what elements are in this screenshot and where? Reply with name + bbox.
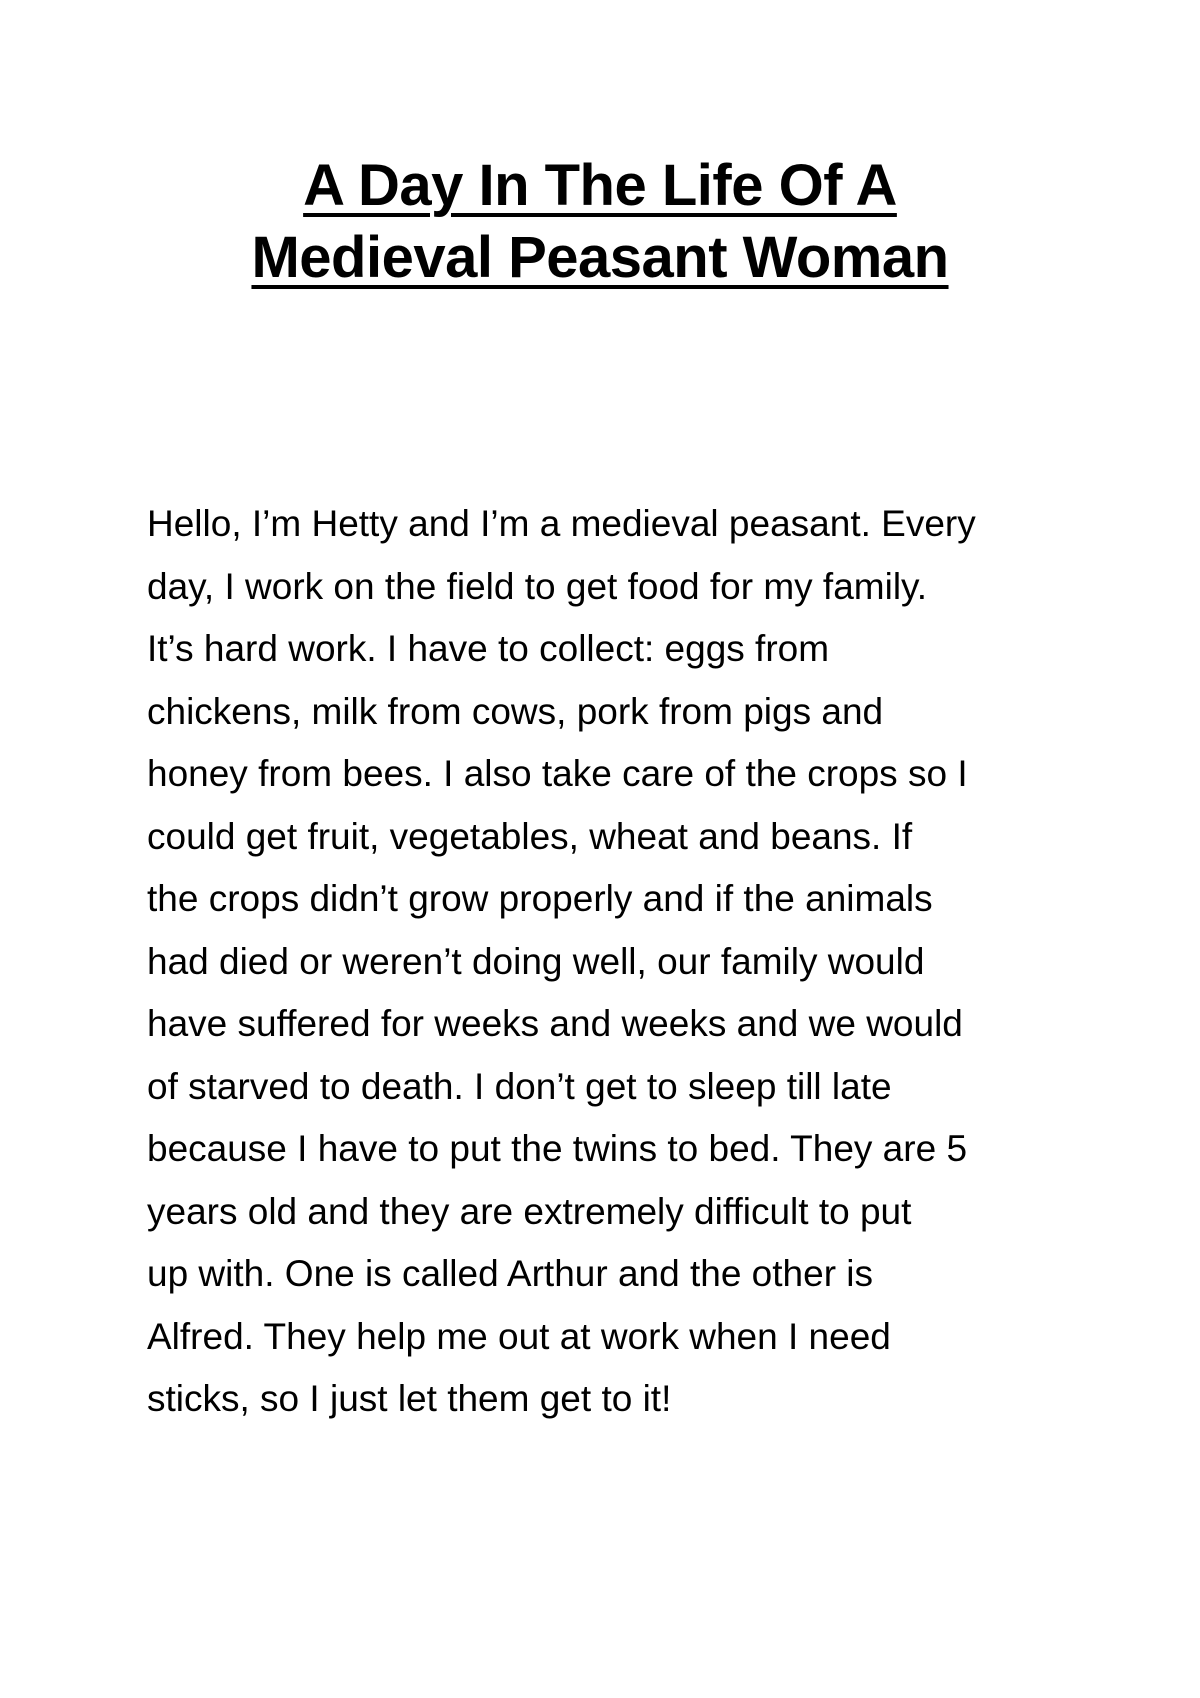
body-line: could get fruit, vegetables, wheat and beans. If [147,815,913,857]
body-paragraph [147,493,1067,1431]
body-line: Alfred. They help me out at work when I need [147,1315,891,1357]
title-line-1: A Day In The Life Of A [303,153,897,218]
body-line: chickens, milk from cows, pork from pigs and [147,690,884,732]
body-line: It’s hard work. I have to collect: eggs from [147,628,830,669]
body-line: of starved to death. I don’t get to sleep till late [147,1065,892,1107]
body-line: had died or weren’t doing well, our family would [147,940,925,982]
body-line: have suffered for weeks and weeks and we would [147,1003,963,1044]
body-line: up with. One is called Arthur and the other is [147,1253,874,1294]
body-line: Hello, I’m Hetty and I’m a medieval peasant. Every [147,503,976,544]
body-line: because I have to put the twins to bed. They are 5 [147,1128,968,1169]
body-line: honey from bees. I also take care of the crops so I [147,753,968,794]
title-line-2: Medieval Peasant Woman [251,225,949,290]
body-line: day, I work on the field to get food for my family. [147,565,928,607]
body-line: years old and they are extremely difficult to put [147,1190,912,1232]
document-title [0,150,1200,294]
body-line: the crops didn’t grow properly and if the animals [147,878,933,919]
body-line: sticks, so I just let them get to it! [147,1378,672,1419]
